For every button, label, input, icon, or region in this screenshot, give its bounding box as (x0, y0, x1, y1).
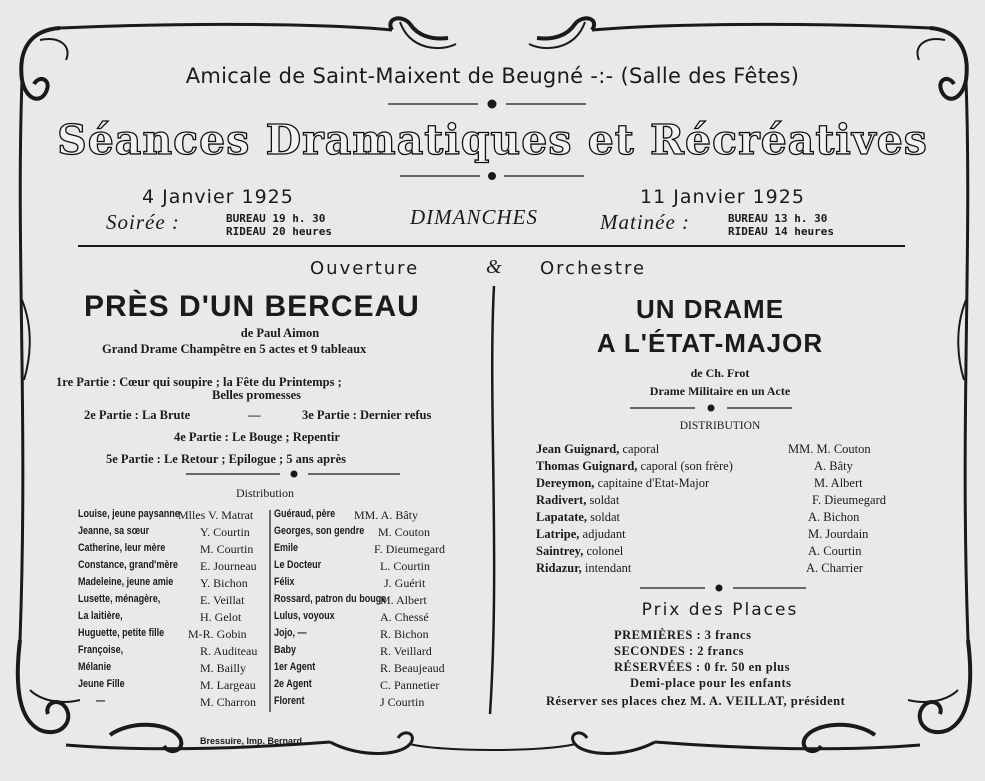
cast-role: Madeleine, jeune amie (78, 576, 174, 588)
cast-row (274, 627, 488, 644)
cast-row (536, 561, 916, 578)
cast-role: Catherine, leur mère (78, 542, 166, 554)
cast-row (536, 493, 916, 510)
cast-row (78, 576, 268, 593)
cast-role: Félix (274, 576, 295, 588)
cast-row (78, 559, 268, 576)
matinee-label: Matinée : (600, 210, 691, 234)
cast-actor: Mlles V. Matrat (178, 508, 254, 522)
cast-desc: soldat (590, 510, 621, 524)
prices-title: Prix des Places (641, 600, 799, 620)
cast-role: Georges, son gendre (274, 525, 365, 537)
cast-role: — (96, 695, 106, 707)
dimanches-label: DIMANCHES (410, 205, 538, 229)
cast-actor: E. Journeau (200, 559, 257, 573)
play1-title: PRÈS D'UN BERCEAU (84, 290, 420, 323)
cast-row (78, 695, 268, 712)
cast-role: 2e Agent (274, 678, 312, 690)
cast-row (78, 593, 268, 610)
cast-actor: A. Chessé (380, 610, 429, 624)
cast-actor: R. Beaujeaud (380, 661, 445, 675)
cast-name: Ridazur, (536, 561, 582, 575)
cast-row (78, 678, 268, 695)
play1-cast-left (78, 508, 268, 712)
cast-actor: M. Albert (380, 593, 427, 607)
part-dash: — (248, 408, 261, 422)
cast-name: Latripe, (536, 527, 580, 541)
cast-row (274, 695, 488, 712)
cast-row (274, 508, 488, 525)
cast-row (78, 627, 268, 644)
cast-row (274, 610, 488, 627)
cast-row (78, 610, 268, 627)
cast-actor: R. Veillard (380, 644, 432, 658)
cast-role: Le Docteur (274, 559, 322, 571)
cast-actor: M. Albert (814, 476, 863, 490)
cast-actor: F. Dieumegard (812, 493, 886, 507)
play1-genre: Grand Drame Champêtre en 5 actes et 9 tableaux (102, 342, 367, 356)
cast-role: Jeanne, sa sœur (78, 525, 150, 537)
association-line: Amicale de Saint-Maixent de Beugné -:- (Salle des Fêtes) (185, 64, 800, 88)
cast-row (78, 542, 268, 559)
cast-actor: A. Charrier (806, 561, 863, 575)
soiree-label: Soirée : (106, 210, 180, 234)
cast-role: Constance, grand'mère (78, 559, 178, 571)
overture-amp: & (486, 256, 502, 278)
cast-role: Huguette, petite fille (78, 627, 165, 639)
cast-role: Florent (274, 695, 305, 707)
cast-row (274, 644, 488, 661)
part-3: 3e Partie : Dernier refus (302, 408, 432, 422)
cast-actor: J Courtin (380, 695, 425, 709)
cast-actor: MM. A. Bâty (354, 508, 419, 522)
cast-row (536, 476, 916, 493)
cast-actor: M. Largeau (200, 678, 256, 692)
cast-row (274, 576, 488, 593)
part-1: 1re Partie : Cœur qui soupire ; la Fête du Printemps ; (56, 375, 342, 389)
reservation-note: Réserver ses places chez M. A. VEILLAT, président (546, 694, 846, 708)
price-premieres: PREMIÈRES : 3 francs (614, 628, 752, 642)
cast-role: La laitière, (78, 610, 123, 622)
bureau-right: BUREAU 13 h. 30 (728, 212, 828, 225)
cast-name: Jean Guignard, (536, 442, 620, 456)
cast-row (78, 508, 268, 525)
cast-row (78, 661, 268, 678)
cast-role: Rossard, patron du bouge (274, 593, 387, 605)
cast-row (274, 559, 488, 576)
cast-actor: R. Auditeau (200, 644, 258, 658)
cast-role: Mélanie (78, 661, 112, 673)
price-demi-place: Demi-place pour les enfants (630, 676, 792, 690)
cast-actor: M. Courtin (200, 542, 254, 556)
overture-right: Orchestre (540, 258, 647, 279)
cast-actor: E. Veillat (200, 593, 245, 607)
cast-row (536, 510, 916, 527)
play2-author: de Ch. Frot (690, 366, 750, 380)
cast-row (78, 644, 268, 661)
rideau-right: RIDEAU 14 heures (728, 225, 834, 238)
cast-actor: M. Charron (200, 695, 256, 709)
cast-actor: M-R. Gobin (188, 627, 247, 641)
main-title: Séances Dramatiques et Récréatives (57, 116, 928, 164)
cast-name: Dereymon, (536, 476, 595, 490)
cast-desc: capitaine d'Etat-Major (597, 476, 710, 490)
cast-role: 1er Agent (274, 661, 316, 673)
cast-role: Jeune Fille (78, 678, 125, 690)
cast-actor: F. Dieumegard (374, 542, 446, 556)
cast-row (536, 459, 916, 476)
play2-title-2: A L'ÉTAT-MAJOR (596, 328, 824, 358)
cast-row (536, 544, 916, 561)
cast-name: Thomas Guignard, (536, 459, 638, 473)
date-left: 4 Janvier 1925 (142, 186, 294, 208)
cast-desc: colonel (586, 544, 624, 558)
cast-actor: A. Bâty (814, 459, 853, 473)
date-right: 11 Janvier 1925 (640, 186, 805, 208)
price-reservees: RÉSERVÉES : 0 fr. 50 en plus (614, 660, 790, 674)
cast-actor: R. Bichon (380, 627, 429, 641)
printer-credit: Bressuire, Imp. Bernard (200, 736, 303, 746)
play1-dist-label: Distribution (236, 486, 295, 500)
cast-role: Baby (274, 644, 297, 656)
cast-row (274, 661, 488, 678)
part-1-cont: Belles promesses (212, 388, 301, 402)
part-4: 4e Partie : Le Bouge ; Repentir (174, 430, 340, 444)
part-2: 2e Partie : La Brute (84, 408, 191, 422)
cast-actor: A. Courtin (808, 544, 862, 558)
cast-role: Lulus, voyoux (274, 610, 335, 622)
cast-desc: adjudant (582, 527, 626, 541)
cast-role: Lusette, ménagère, (78, 593, 161, 605)
cast-desc: intendant (584, 561, 632, 575)
cast-row (274, 525, 488, 542)
cast-row (536, 527, 916, 544)
overture-left: Ouverture (310, 258, 420, 279)
play2-dist-label: DISTRIBUTION (679, 420, 761, 432)
cast-row (274, 542, 488, 559)
rideau-left: RIDEAU 20 heures (226, 225, 332, 238)
cast-row (274, 678, 488, 695)
cast-row (274, 593, 488, 610)
cast-actor: M. Bailly (200, 661, 247, 675)
cast-desc: caporal (son frère) (640, 459, 733, 473)
cast-actor: L. Courtin (380, 559, 430, 573)
cast-actor: A. Bichon (808, 510, 860, 524)
cast-row (78, 525, 268, 542)
cast-name: Radivert, (536, 493, 587, 507)
cast-row (536, 442, 916, 459)
bureau-left: BUREAU 19 h. 30 (226, 212, 326, 225)
play2-title-1: UN DRAME (635, 294, 785, 324)
cast-desc: soldat (589, 493, 620, 507)
cast-role: Louise, jeune paysanne (78, 508, 180, 520)
cast-actor: Y. Courtin (200, 525, 250, 539)
cast-actor: M. Jourdain (808, 527, 869, 541)
cast-role: Jojo, — (274, 627, 307, 639)
cast-actor: C. Pannetier (380, 678, 440, 692)
play2-cast (536, 442, 916, 578)
play2-genre: Drame Militaire en un Acte (649, 384, 791, 398)
cast-actor: J. Guérit (384, 576, 426, 590)
cast-name: Lapatate, (536, 510, 588, 524)
play1-cast-right (274, 508, 488, 712)
cast-role: Emile (274, 542, 299, 554)
cast-role: Guéraud, père (274, 508, 336, 520)
cast-actor: M. Couton (378, 525, 431, 539)
cast-actor: MM. M. Couton (788, 442, 871, 456)
price-secondes: SECONDES : 2 francs (614, 644, 744, 658)
cast-role: Françoise, (78, 644, 124, 656)
cast-name: Saintrey, (536, 544, 584, 558)
cast-actor: H. Gelot (200, 610, 242, 624)
cast-desc: caporal (622, 442, 660, 456)
play1-author: de Paul Aimon (240, 326, 320, 340)
part-5: 5e Partie : Le Retour ; Epilogue ; 5 ans après (106, 452, 347, 466)
cast-actor: Y. Bichon (200, 576, 248, 590)
